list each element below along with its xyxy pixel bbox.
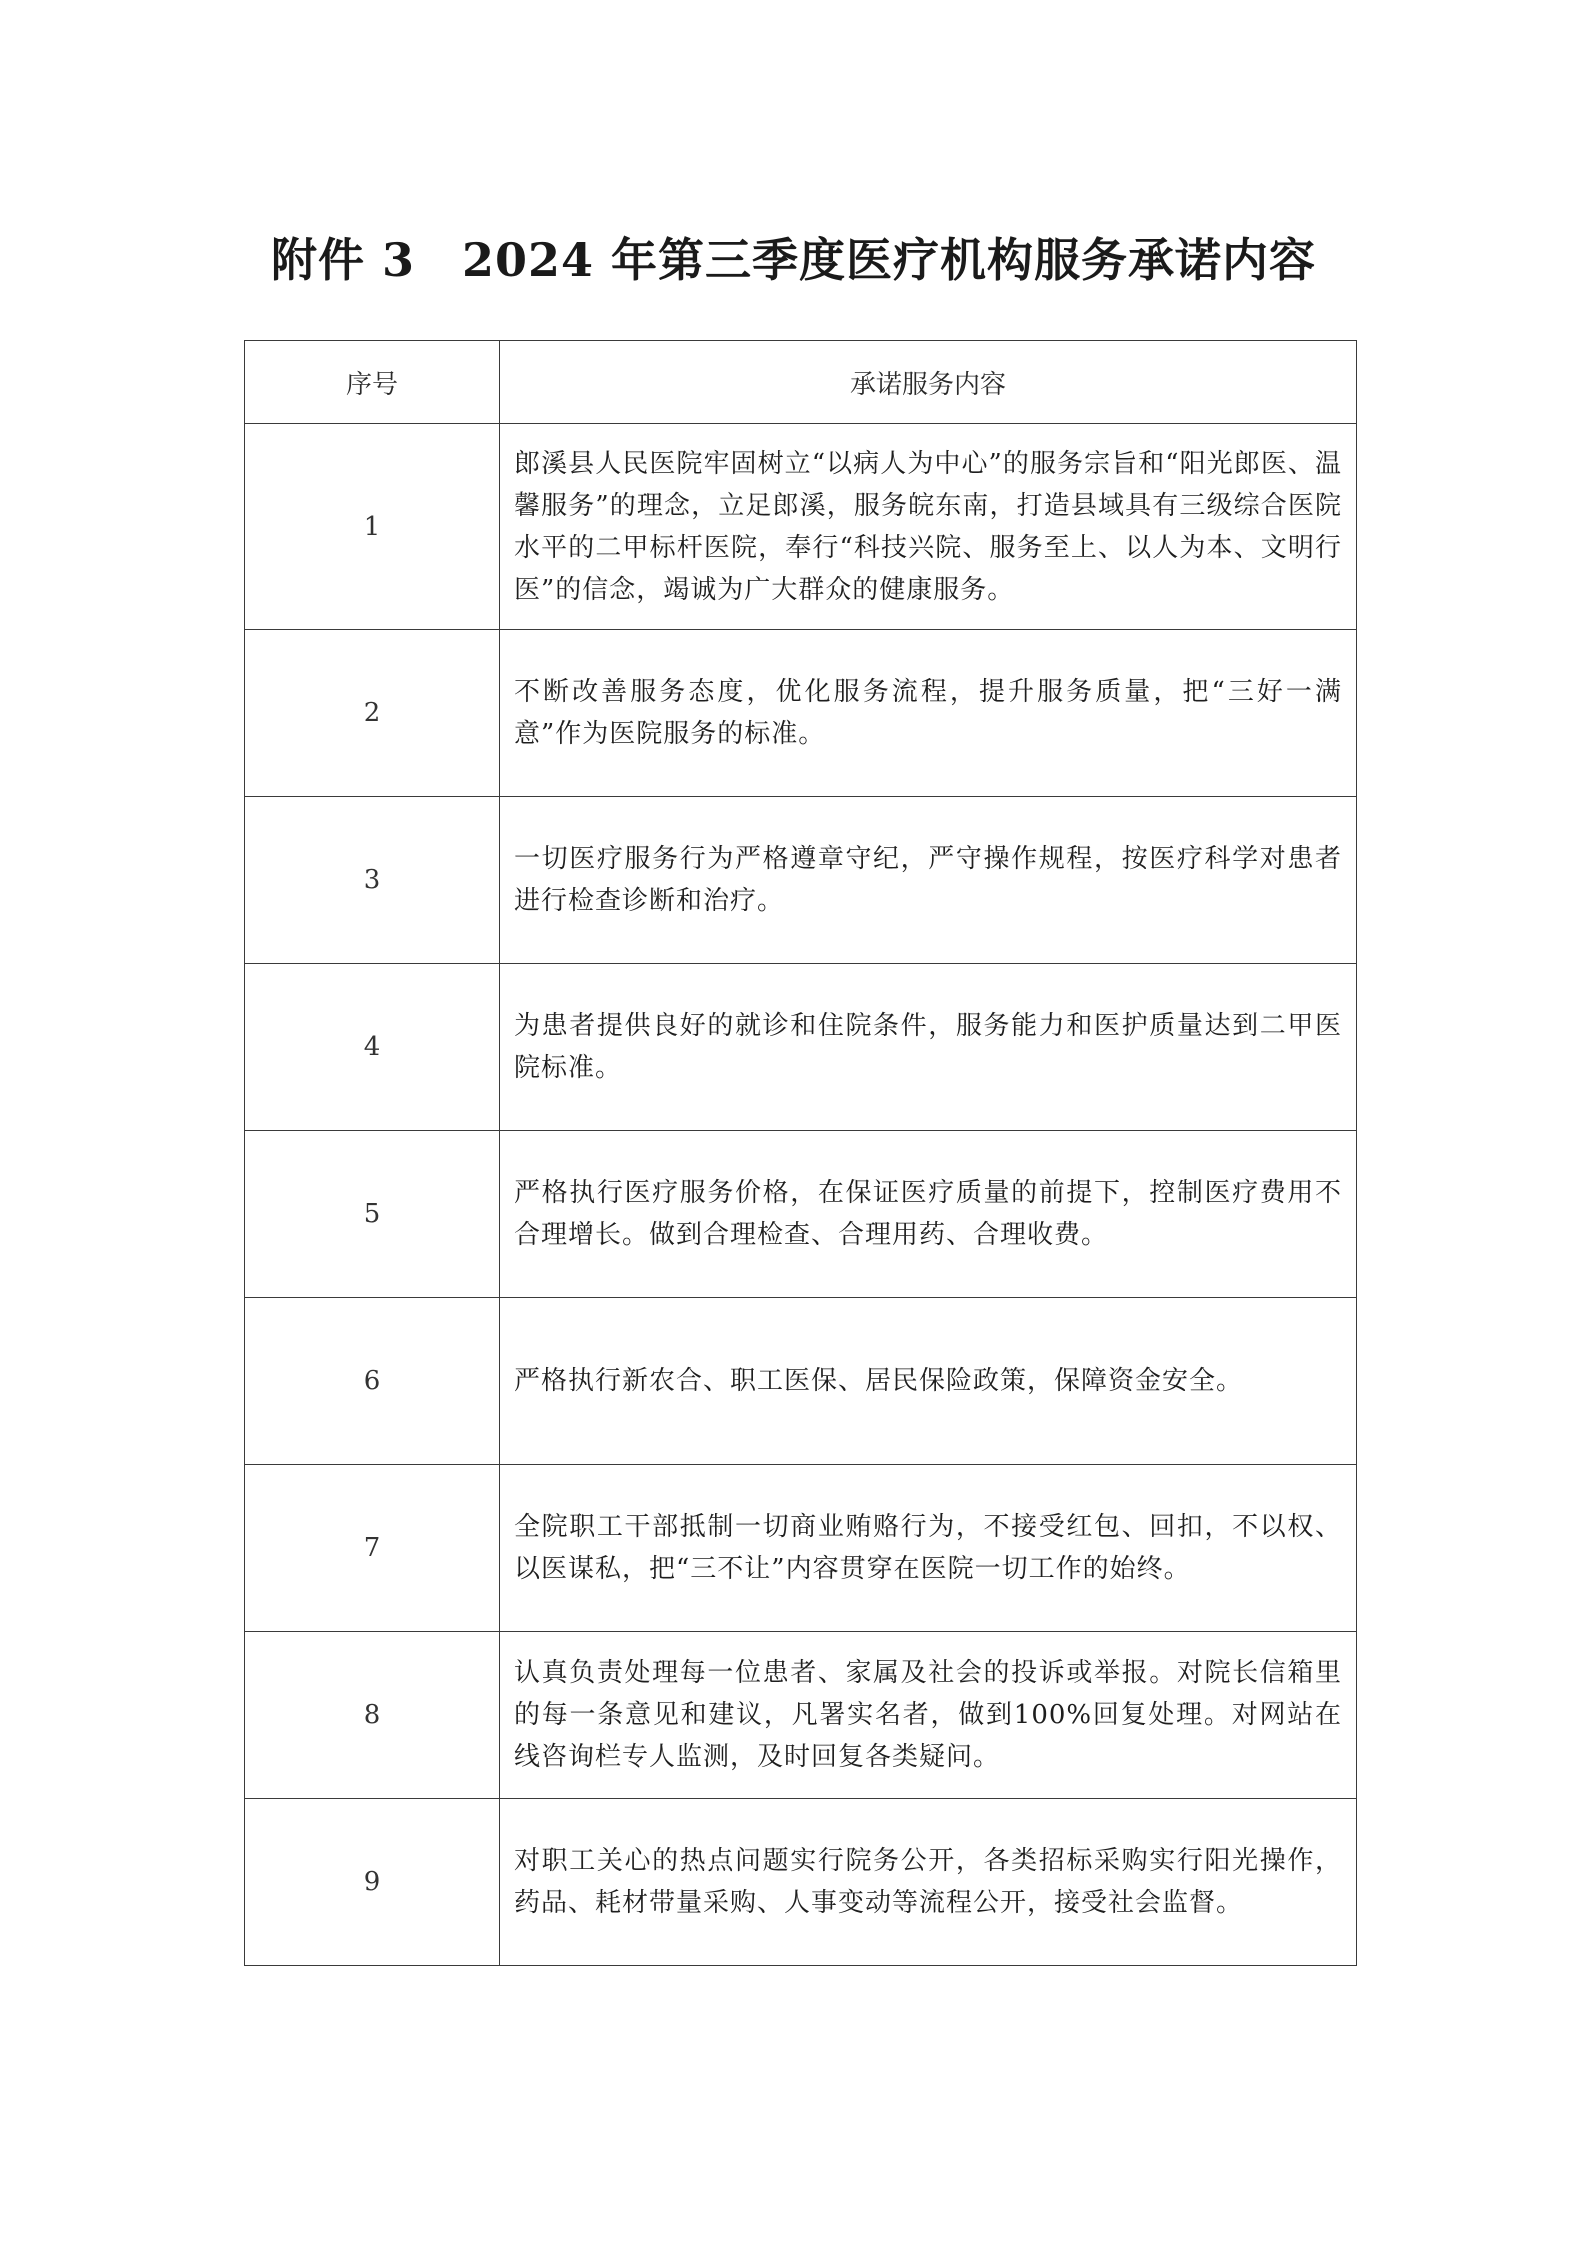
table-header-row: [245, 341, 1357, 424]
row-content: 不断改善服务态度，优化服务流程，提升服务质量，把“三好一满意”作为医院服务的标准。: [500, 630, 1357, 797]
row-content: 全院职工干部抵制一切商业贿赂行为，不接受红包、回扣，不以权、以医谋私，把“三不让”内容贯穿在医院一切工作的始终。: [500, 1465, 1357, 1632]
table-row: [245, 630, 1357, 797]
row-content: 一切医疗服务行为严格遵章守纪，严守操作规程，按医疗科学对患者进行检查诊断和治疗。: [500, 797, 1357, 964]
row-number: 1: [245, 424, 500, 630]
row-content: 为患者提供良好的就诊和住院条件，服务能力和医护质量达到二甲医院标准。: [500, 964, 1357, 1131]
table-row: [245, 797, 1357, 964]
document-title: 附件 3 2024 年第三季度医疗机构服务承诺内容: [270, 233, 1317, 287]
row-number: 3: [245, 797, 500, 964]
table-row: [245, 1131, 1357, 1298]
header-number: 序号: [245, 341, 500, 424]
row-content: 严格执行新农合、职工医保、居民保险政策，保障资金安全。: [500, 1298, 1357, 1465]
row-number: 8: [245, 1632, 500, 1799]
row-content: 对职工关心的热点问题实行院务公开，各类招标采购实行阳光操作，药品、耗材带量采购、人事变动等流程公开，接受社会监督。: [500, 1799, 1357, 1966]
row-content: 郎溪县人民医院牢固树立“以病人为中心”的服务宗旨和“阳光郎医、温馨服务”的理念，立足郎溪，服务皖东南，打造县域具有三级综合医院水平的二甲标杆医院，奉行“科技兴院、服务至上、以人为本、文明行医”的信念，竭诚为广大群众的健康服务。: [500, 424, 1357, 630]
row-number: 9: [245, 1799, 500, 1966]
row-number: 5: [245, 1131, 500, 1298]
service-commitment-table: [244, 340, 1357, 1966]
header-content: 承诺服务内容: [500, 341, 1357, 424]
row-number: 6: [245, 1298, 500, 1465]
row-number: 4: [245, 964, 500, 1131]
row-content: 认真负责处理每一位患者、家属及社会的投诉或举报。对院长信箱里的每一条意见和建议，凡署实名者，做到100%回复处理。对网站在线咨询栏专人监测，及时回复各类疑问。: [500, 1632, 1357, 1799]
row-number: 2: [245, 630, 500, 797]
table-row: [245, 1465, 1357, 1632]
table-row: [245, 1632, 1357, 1799]
table-row: [245, 1799, 1357, 1966]
table-row: [245, 1298, 1357, 1465]
row-number: 7: [245, 1465, 500, 1632]
table-row: [245, 964, 1357, 1131]
row-content: 严格执行医疗服务价格，在保证医疗质量的前提下，控制医疗费用不合理增长。做到合理检查、合理用药、合理收费。: [500, 1131, 1357, 1298]
table-row: [245, 424, 1357, 630]
